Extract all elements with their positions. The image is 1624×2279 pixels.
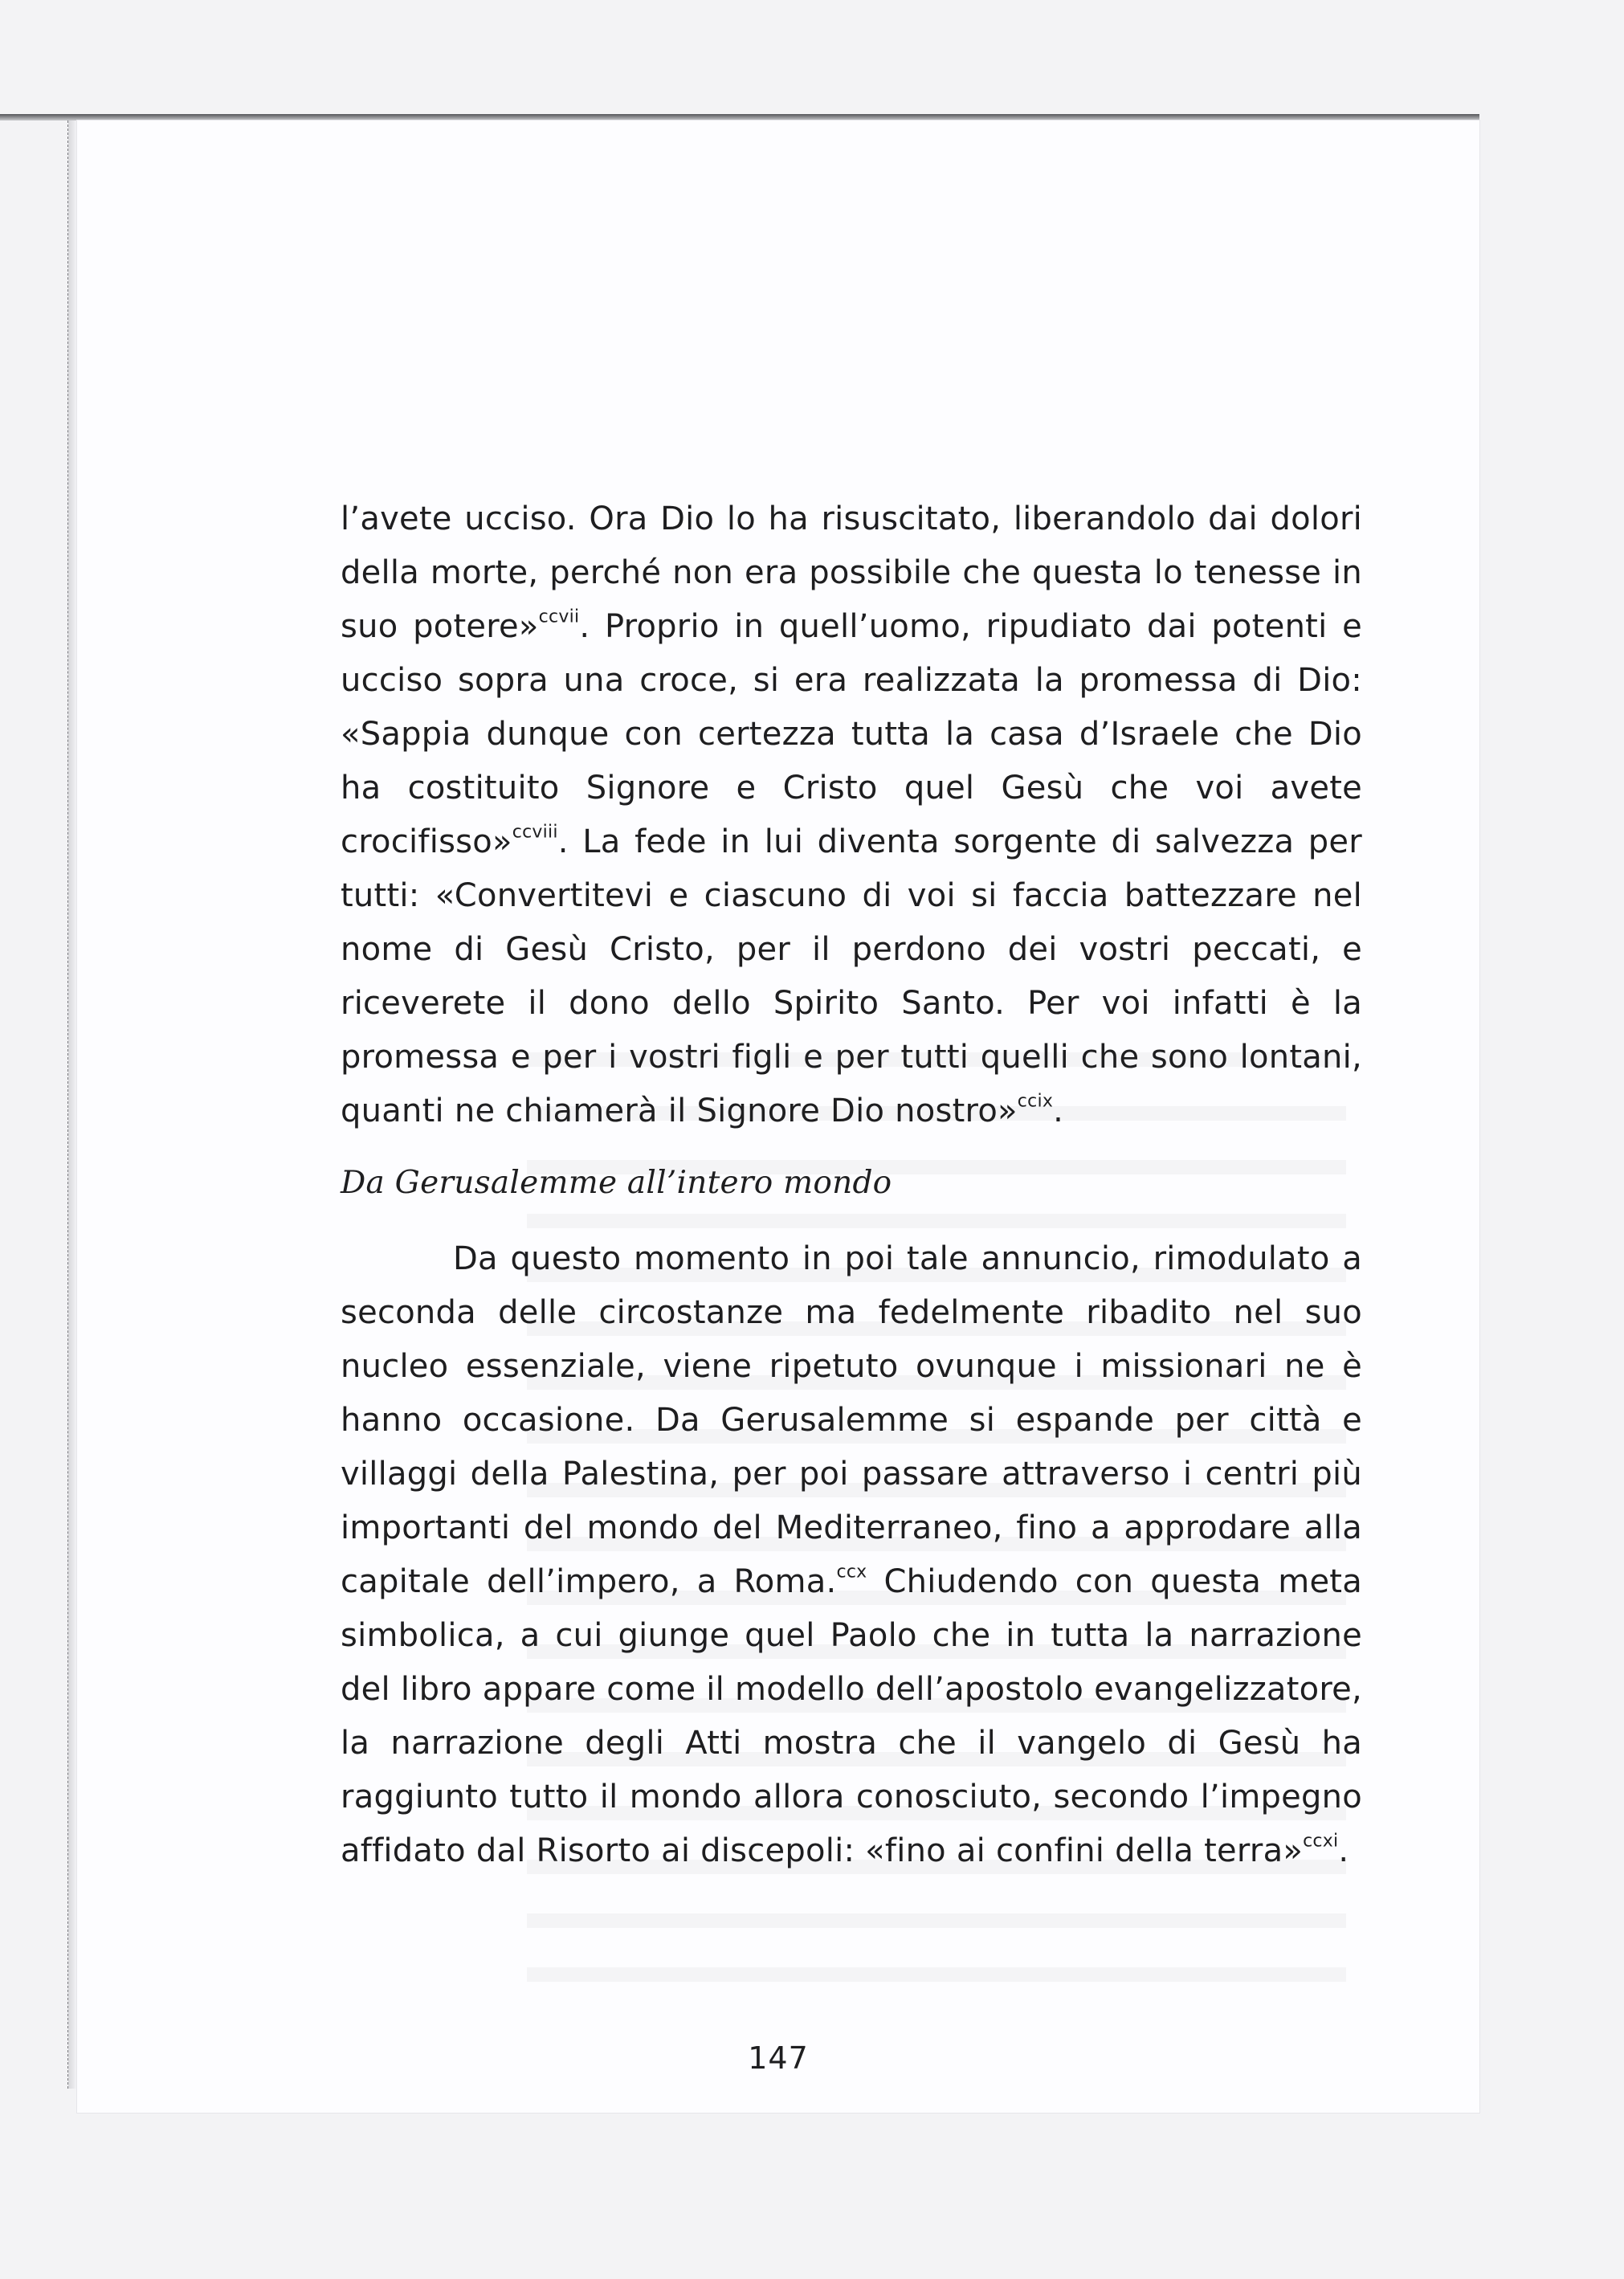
footnote-ref-ccviii: ccviii (512, 822, 558, 843)
book-page (77, 120, 1479, 2113)
footnote-ref-ccxi: ccxi (1303, 1831, 1339, 1852)
footnote-ref-ccx: ccx (836, 1562, 867, 1583)
paragraph-2-segment-2: Chiudendo con questa meta simbolica, a cui giunge quel Paolo che in tutta la narrazione del libro appare come il modello dell’apostolo evangelizzatore, la narrazione degli Atti mostra che il vangelo di Gesù ha raggiunto tutto il mondo allora conosciuto, secondo l’impegno affidato dal Risorto ai discepoli: «fino ai confini della terra» (341, 1563, 1362, 1869)
paragraph-2 (341, 1232, 1362, 1878)
body-text (341, 492, 1362, 1878)
footnote-ref-ccvii: ccvii (538, 607, 580, 627)
footnote-ref-ccix: ccix (1017, 1091, 1054, 1112)
paragraph-1-segment-2: . Proprio in quell’uomo, ripudiato dai potenti e ucciso sopra una croce, si era realizzata la promessa di Dio: «Sappia dunque con certezza tutta la casa d’Israele che Dio ha costituito Signore e Cristo quel Gesù che voi avete crocifisso» (341, 608, 1362, 860)
section-heading: Da Gerusalemme all’intero mondo (341, 1165, 892, 1201)
paragraph-2-segment-1: Da questo momento in poi tale annuncio, rimodulato a seconda delle circostanze ma fedelmente ribadito nel suo nucleo essenziale, viene ripetuto ovunque i missionari ne è hanno occasione. Da Gerusalemme si espande per città e villaggi della Palestina, per poi passare attraverso i centri più importanti del mondo del Mediterraneo, fino a approdare alla capitale dell’impero, a Roma. (341, 1240, 1362, 1600)
page-top-shadow (0, 114, 1479, 120)
paragraph-1 (341, 492, 1362, 1138)
paragraph-1-segment-3: . La fede in lui diventa sorgente di salvezza per tutti: «Convertitevi e ciascuno di voi si faccia battezzare nel nome di Gesù Cristo, per il perdono dei vostri peccati, e riceverete il dono dello Spirito Santo. Per voi infatti è la promessa e per i vostri figli e per tutti quelli che sono lontani, quanti ne chiamerà il Signore Dio nostro» (341, 823, 1362, 1129)
paragraph-1-segment-1: l’avete ucciso. Ora Dio lo ha risuscitato, liberandolo dai dolori della morte, perché non era possibile che questa lo tenesse in suo potere» (341, 500, 1362, 645)
paragraph-2-segment-3: . (1338, 1832, 1349, 1869)
paragraph-1-segment-4: . (1053, 1093, 1064, 1129)
page-number: 147 (748, 2040, 809, 2076)
